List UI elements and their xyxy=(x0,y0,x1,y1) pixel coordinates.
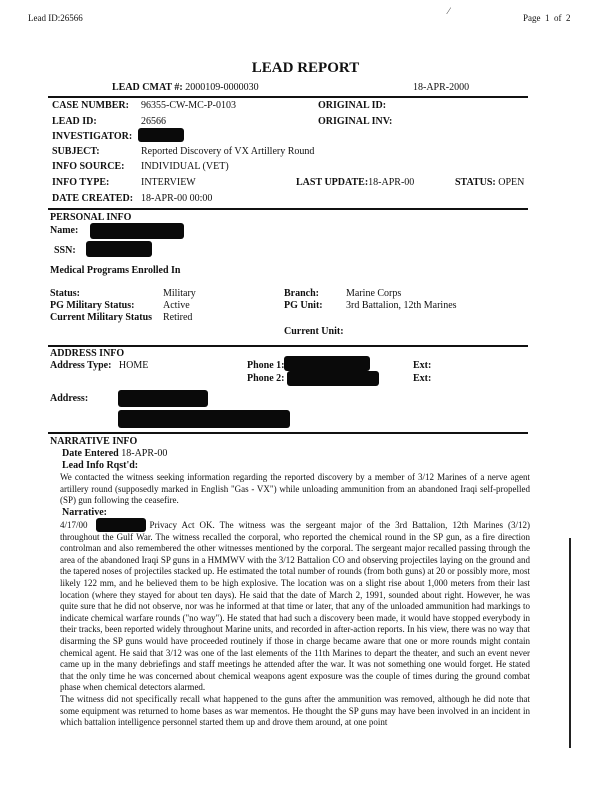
cmat-date: 18-APR-2000 xyxy=(413,82,470,93)
last-update-label: LAST UPDATE: xyxy=(296,177,369,188)
pg-unit-value: 3rd Battalion, 12th Marines xyxy=(346,300,457,311)
redaction-ssn xyxy=(86,241,152,257)
name-label: Name: xyxy=(50,225,79,236)
personal-bottom-rule xyxy=(48,345,528,347)
page-label: Page xyxy=(523,13,541,23)
personal-heading: PERSONAL INFO xyxy=(50,212,132,223)
scan-mark: ⁄ xyxy=(448,6,450,16)
margin-mark xyxy=(569,538,571,748)
status-value: OPEN xyxy=(498,177,525,188)
original-id-label: ORIGINAL ID: xyxy=(318,100,387,111)
case-number-value: 96355-CW-MC-P-0103 xyxy=(141,100,236,111)
address-heading: ADDRESS INFO xyxy=(50,348,125,359)
cmat-value: 2000109-0000030 xyxy=(185,82,259,93)
narrative-paragraph-1 xyxy=(60,520,530,694)
phone1-ext-label: Ext: xyxy=(413,360,432,371)
lead-info-rqst-label: Lead Info Rqst'd: xyxy=(62,460,139,471)
redaction-name xyxy=(90,223,184,239)
last-update xyxy=(296,177,414,188)
page-total: 2 xyxy=(566,13,571,23)
military-status-label: Status: xyxy=(50,288,81,299)
redaction-address-line1 xyxy=(118,390,208,407)
ssn-label: SSN: xyxy=(54,245,76,256)
narrative-paragraph-2: The witness did not specifically recall what happened to the guns after the ammunition was removed, although he did note that some equipment was returned to home bases as war mementos. He thought the SP guns may have been involved in an incident in which battalion intelligence personnel started them up and drove them around, at one point xyxy=(60,693,530,728)
address-label: Address: xyxy=(50,393,89,404)
redaction-witness xyxy=(96,518,146,532)
phone1-label: Phone 1: xyxy=(247,360,285,371)
phone2-ext-label: Ext: xyxy=(413,373,432,384)
date-entered-value: 18-APR-00 xyxy=(121,448,168,459)
lead-id-value: 26566 xyxy=(141,116,166,127)
subject-label: SUBJECT: xyxy=(52,146,100,157)
date-entered xyxy=(62,448,167,459)
current-status-value: Retired xyxy=(163,312,193,323)
page-number: 1 xyxy=(545,13,550,23)
page-indicator xyxy=(523,13,571,23)
redaction-address-line2 xyxy=(118,410,290,428)
phone2-label: Phone 2: xyxy=(247,373,285,384)
current-status-label: Current Military Status xyxy=(50,312,153,323)
status xyxy=(455,177,524,188)
pg-unit-label: PG Unit: xyxy=(284,300,323,311)
address-type xyxy=(50,360,148,371)
info-type-value: INTERVIEW xyxy=(141,177,196,188)
branch-label: Branch: xyxy=(284,288,319,299)
status-label: STATUS: xyxy=(455,177,496,188)
branch-value: Marine Corps xyxy=(346,288,402,299)
lead-id-header: Lead ID:26566 xyxy=(28,13,83,23)
pg-status-value: Active xyxy=(163,300,190,311)
cmat-label: LEAD CMAT #: xyxy=(112,82,183,93)
redaction-phone2 xyxy=(287,371,379,386)
narrative-body xyxy=(60,520,530,729)
last-update-value: 18-APR-00 xyxy=(368,177,415,188)
narrative-label: Narrative: xyxy=(62,507,107,518)
redaction-phone1 xyxy=(284,356,370,371)
case-number-label: CASE NUMBER: xyxy=(52,100,129,111)
military-status-value: Military xyxy=(163,288,196,299)
pg-status-label: PG Military Status: xyxy=(50,300,135,311)
date-entered-label: Date Entered xyxy=(62,448,119,459)
narrative-heading: NARRATIVE INFO xyxy=(50,436,138,447)
cmat-line xyxy=(112,82,259,93)
date-created-value: 18-APR-00 00:00 xyxy=(141,193,213,204)
redaction-investigator xyxy=(138,128,184,142)
page-title: LEAD REPORT xyxy=(251,60,360,76)
entry-date: 4/17/00 xyxy=(60,520,88,530)
narrative-para1-text: Privacy Act OK. The witness was the sergeant major of the 3rd Battalion, 12th Marines (3/12) throughout the Gulf War. The witness recalled the corporal, who reported the chemical round in the SP gun, as a fire direction controlman and also remembered the other witnesses mentioned by the corporal. The sergeant major recalled passing through the area of the abandoned Iraqi SP guns in a HMMWV with the 3/12 Battalion CO and observing projectiles laying on the ground and the tapered noses of projectiles stacked up. He estimated the total number of rounds (from both guns) at 20 or possibly more, most likely 122 mm, and he believed them to be high explosive. The location was on a slight rise about 1,000 meters from their last location (where they stayed for about ten days). He said that the date of March 2, 1991, sounded about right. However, he was quite sure that he did not observe, nor was he informed at that time or later, that any of the unloaded ammunition had markings to indicate chemical warfare rounds ("no way"). He stated that had such a discovery been made, it would have stopped everybody in their tracks, been reported widely throughout Marine units, and recorded in after-action reports. In his view, there was no way that disarming the SP guns would have proceeded routinely if those in charge became aware that one or more rounds might contain chemical agent. He said that 3/12 was one of the last elements of the 11th Marines to depart the theater, and such an event never came up in the many debriefings and staff meetings he attended after the war. It was not something one would forget. He stated that the only time he was concerned about chemical weapons agent exposure was the couple of times during the ground combat phase when chemical detectors alarmed. xyxy=(60,520,530,693)
subject-value: Reported Discovery of VX Artillery Round xyxy=(141,146,315,157)
investigator-label: INVESTIGATOR: xyxy=(52,131,133,142)
info-source-label: INFO SOURCE: xyxy=(52,161,125,172)
case-bottom-rule xyxy=(48,208,528,210)
address-type-label: Address Type: xyxy=(50,360,112,371)
original-inv-label: ORIGINAL INV: xyxy=(318,116,393,127)
info-type-label: INFO TYPE: xyxy=(52,177,110,188)
info-source-value: INDIVIDUAL (VET) xyxy=(141,161,229,172)
date-created-label: DATE CREATED: xyxy=(52,193,134,204)
case-top-rule xyxy=(48,96,528,98)
lead-id-label: LEAD ID: xyxy=(52,116,97,127)
medical-programs-label: Medical Programs Enrolled In xyxy=(50,265,181,276)
address-bottom-rule xyxy=(48,432,528,434)
page-of: of xyxy=(554,13,562,23)
lead-info-request-text: We contacted the witness seeking information regarding the reported discovery by a member of 3/12 Marines of a nerve agent artillery round (supposedly marked in English "Gas - VX") while unloading ammunition from an abandoned Iraqi self-propelled (SP) gun following the ceasefire. xyxy=(60,472,530,506)
address-type-value: HOME xyxy=(118,360,149,371)
current-unit-label: Current Unit: xyxy=(284,326,344,337)
